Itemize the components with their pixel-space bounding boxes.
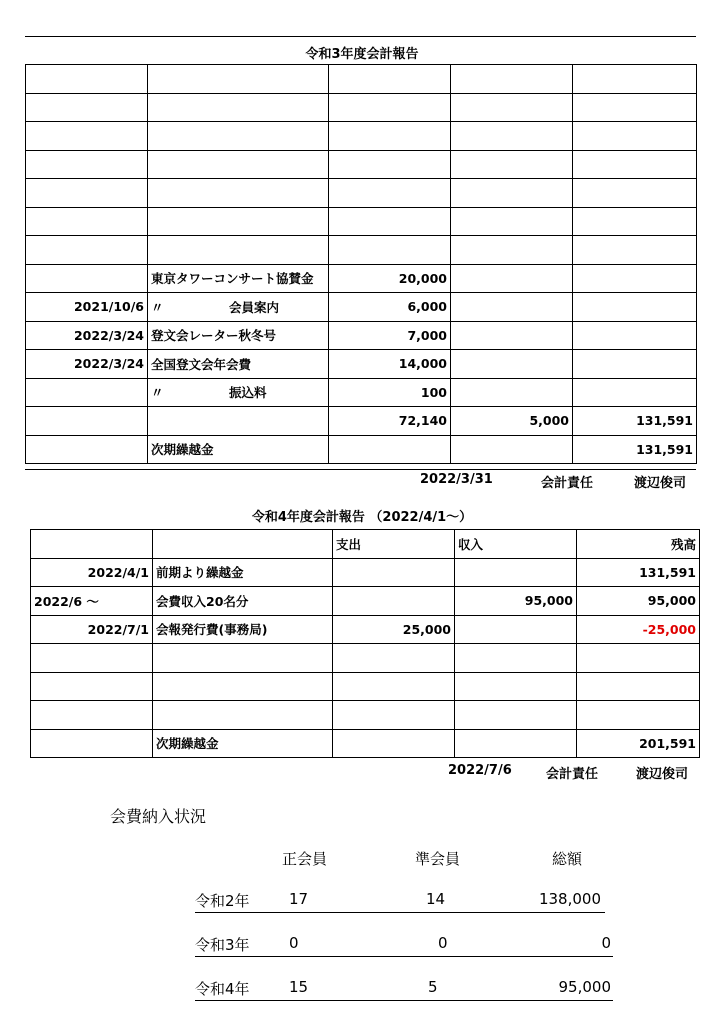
description-cell	[148, 293, 329, 322]
r3-bottom-rule	[25, 469, 696, 470]
expense-cell	[329, 93, 451, 122]
description-cell	[153, 644, 333, 673]
dues-header-regular: 正会員	[282, 850, 328, 868]
table-row	[26, 264, 697, 293]
table-row	[26, 179, 697, 208]
dues-associate: 14	[426, 890, 446, 908]
description-cell	[148, 236, 329, 265]
table-row	[26, 407, 697, 436]
expense-cell: 100	[329, 378, 451, 407]
income-cell	[451, 236, 573, 265]
balance-cell	[573, 293, 697, 322]
dues-year: 令和3年	[195, 936, 250, 954]
description-cell	[148, 150, 329, 179]
top-rule	[25, 36, 696, 37]
table-row	[26, 435, 697, 464]
expense-cell: 20,000	[329, 264, 451, 293]
expense-cell	[333, 587, 455, 616]
description-cell	[153, 701, 333, 730]
expense-cell	[329, 435, 451, 464]
expense-cell	[329, 207, 451, 236]
description-cell: 会報発行費(事務局)	[153, 615, 333, 644]
income-cell	[455, 701, 577, 730]
date-cell	[26, 122, 148, 151]
income-cell	[451, 378, 573, 407]
description-cell: 前期より繰越金	[153, 558, 333, 587]
date-cell	[31, 644, 153, 673]
ditto-mark: 〃	[151, 385, 164, 401]
expense-cell: 25,000	[333, 615, 455, 644]
dues-regular: 15	[289, 978, 309, 996]
expense-cell	[333, 672, 455, 701]
r4-signature-name: 渡辺俊司	[636, 767, 689, 782]
dues-row	[195, 978, 613, 1001]
income-cell	[455, 729, 577, 758]
description-cell	[148, 122, 329, 151]
table-row	[26, 293, 697, 322]
income-cell: 95,000	[455, 587, 577, 616]
income-cell	[451, 321, 573, 350]
expense-cell: 72,140	[329, 407, 451, 436]
header-description	[153, 530, 333, 559]
date-cell	[26, 236, 148, 265]
dues-associate: 5	[428, 978, 438, 996]
description-cell: 登文会レーター秋冬号	[148, 321, 329, 350]
income-cell	[455, 615, 577, 644]
income-cell	[451, 65, 573, 94]
description-cell: 次期繰越金	[148, 435, 329, 464]
r3-title: 令和3年度会計報告	[305, 47, 419, 62]
balance-cell: 95,000	[577, 587, 700, 616]
expense-cell	[333, 644, 455, 673]
description-cell	[148, 378, 329, 407]
balance-cell: 131,591	[573, 407, 697, 436]
description-cell	[148, 179, 329, 208]
expense-cell: 7,000	[329, 321, 451, 350]
balance-cell: -25,000	[577, 615, 700, 644]
table-row	[26, 378, 697, 407]
description-cell	[148, 207, 329, 236]
expense-cell	[329, 150, 451, 179]
balance-cell	[573, 321, 697, 350]
date-cell: 2021/10/6	[26, 293, 148, 322]
balance-cell: 131,591	[577, 558, 700, 587]
r3-table	[25, 64, 697, 464]
expense-cell	[329, 65, 451, 94]
date-cell	[26, 179, 148, 208]
income-cell	[455, 558, 577, 587]
description-cell: 会費収入20名分	[153, 587, 333, 616]
description-cell	[153, 672, 333, 701]
table-row	[26, 93, 697, 122]
income-cell	[451, 264, 573, 293]
date-cell	[26, 150, 148, 179]
balance-cell: 131,591	[573, 435, 697, 464]
balance-cell	[573, 179, 697, 208]
dues-title: 会費納入状況	[110, 807, 207, 826]
description-cell	[148, 65, 329, 94]
dues-header-total: 総額	[552, 850, 583, 868]
date-cell: 2022/3/24	[26, 350, 148, 379]
balance-cell	[573, 93, 697, 122]
income-cell	[451, 207, 573, 236]
balance-cell	[577, 701, 700, 730]
ditto-mark: 〃	[151, 299, 164, 315]
r3-signature-date: 2022/3/31	[420, 472, 493, 487]
description-cell	[148, 407, 329, 436]
date-cell: 2022/4/1	[31, 558, 153, 587]
header-income: 収入	[455, 530, 577, 559]
table-row	[31, 701, 700, 730]
date-cell	[26, 65, 148, 94]
dues-year: 令和2年	[195, 892, 250, 910]
table-row	[26, 350, 697, 379]
balance-cell	[573, 122, 697, 151]
table-row	[31, 587, 700, 616]
date-cell: 2022/3/24	[26, 321, 148, 350]
income-cell	[451, 93, 573, 122]
table-row	[26, 236, 697, 265]
balance-cell	[573, 207, 697, 236]
header-expense: 支出	[333, 530, 455, 559]
income-cell	[451, 350, 573, 379]
date-cell	[26, 264, 148, 293]
table-row	[31, 615, 700, 644]
expense-cell	[333, 558, 455, 587]
description-text: 会員案内	[229, 299, 280, 315]
table-row	[31, 644, 700, 673]
income-cell	[451, 150, 573, 179]
expense-cell	[333, 729, 455, 758]
expense-cell	[333, 701, 455, 730]
date-cell: 2022/7/1	[31, 615, 153, 644]
r3-signature-name: 渡辺俊司	[634, 476, 687, 491]
expense-cell: 14,000	[329, 350, 451, 379]
table-row	[31, 672, 700, 701]
table-row	[26, 150, 697, 179]
date-cell	[31, 672, 153, 701]
r4-table	[30, 529, 700, 758]
dues-total: 0	[601, 934, 611, 952]
income-cell	[451, 435, 573, 464]
table-row	[31, 729, 700, 758]
expense-cell	[329, 122, 451, 151]
description-cell: 東京タワーコンサート協賛金	[148, 264, 329, 293]
description-cell: 次期繰越金	[153, 729, 333, 758]
income-cell	[451, 293, 573, 322]
dues-regular: 17	[289, 890, 309, 908]
table-row	[26, 321, 697, 350]
date-cell	[26, 378, 148, 407]
balance-cell	[573, 65, 697, 94]
table-row	[26, 207, 697, 236]
r3-signature-role: 会計責任	[541, 476, 594, 491]
income-cell: 5,000	[451, 407, 573, 436]
date-cell	[26, 93, 148, 122]
dues-row	[195, 934, 613, 957]
header-balance: 残高	[577, 530, 700, 559]
balance-cell	[573, 378, 697, 407]
dues-row	[195, 890, 605, 913]
balance-cell: 201,591	[577, 729, 700, 758]
expense-cell	[329, 179, 451, 208]
r4-signature-date: 2022/7/6	[448, 763, 512, 778]
header-date	[31, 530, 153, 559]
expense-cell: 6,000	[329, 293, 451, 322]
balance-cell	[573, 150, 697, 179]
description-cell	[148, 93, 329, 122]
date-cell	[26, 207, 148, 236]
balance-cell	[573, 236, 697, 265]
balance-cell	[577, 644, 700, 673]
date-cell	[31, 701, 153, 730]
dues-header-associate: 準会員	[415, 850, 461, 868]
table-row	[31, 558, 700, 587]
dues-associate: 0	[438, 934, 448, 952]
dues-regular: 0	[289, 934, 299, 952]
r4-signature-role: 会計責任	[546, 767, 599, 782]
expense-cell	[329, 236, 451, 265]
balance-cell	[577, 672, 700, 701]
description-cell: 全国登文会年会費	[148, 350, 329, 379]
table-row	[26, 122, 697, 151]
balance-cell	[573, 350, 697, 379]
dues-year: 令和4年	[195, 980, 250, 998]
table-header-row	[31, 530, 700, 559]
r4-title: 令和4年度会計報告 （2022/4/1～）	[251, 510, 473, 525]
income-cell	[451, 122, 573, 151]
date-cell: 2022/6 ～	[31, 587, 153, 616]
income-cell	[455, 672, 577, 701]
balance-cell	[573, 264, 697, 293]
dues-total: 95,000	[558, 978, 611, 996]
income-cell	[451, 179, 573, 208]
table-row	[26, 65, 697, 94]
date-cell	[26, 407, 148, 436]
date-cell	[31, 729, 153, 758]
date-cell	[26, 435, 148, 464]
income-cell	[455, 644, 577, 673]
description-text: 振込料	[229, 385, 267, 401]
dues-total: 138,000	[538, 890, 601, 908]
